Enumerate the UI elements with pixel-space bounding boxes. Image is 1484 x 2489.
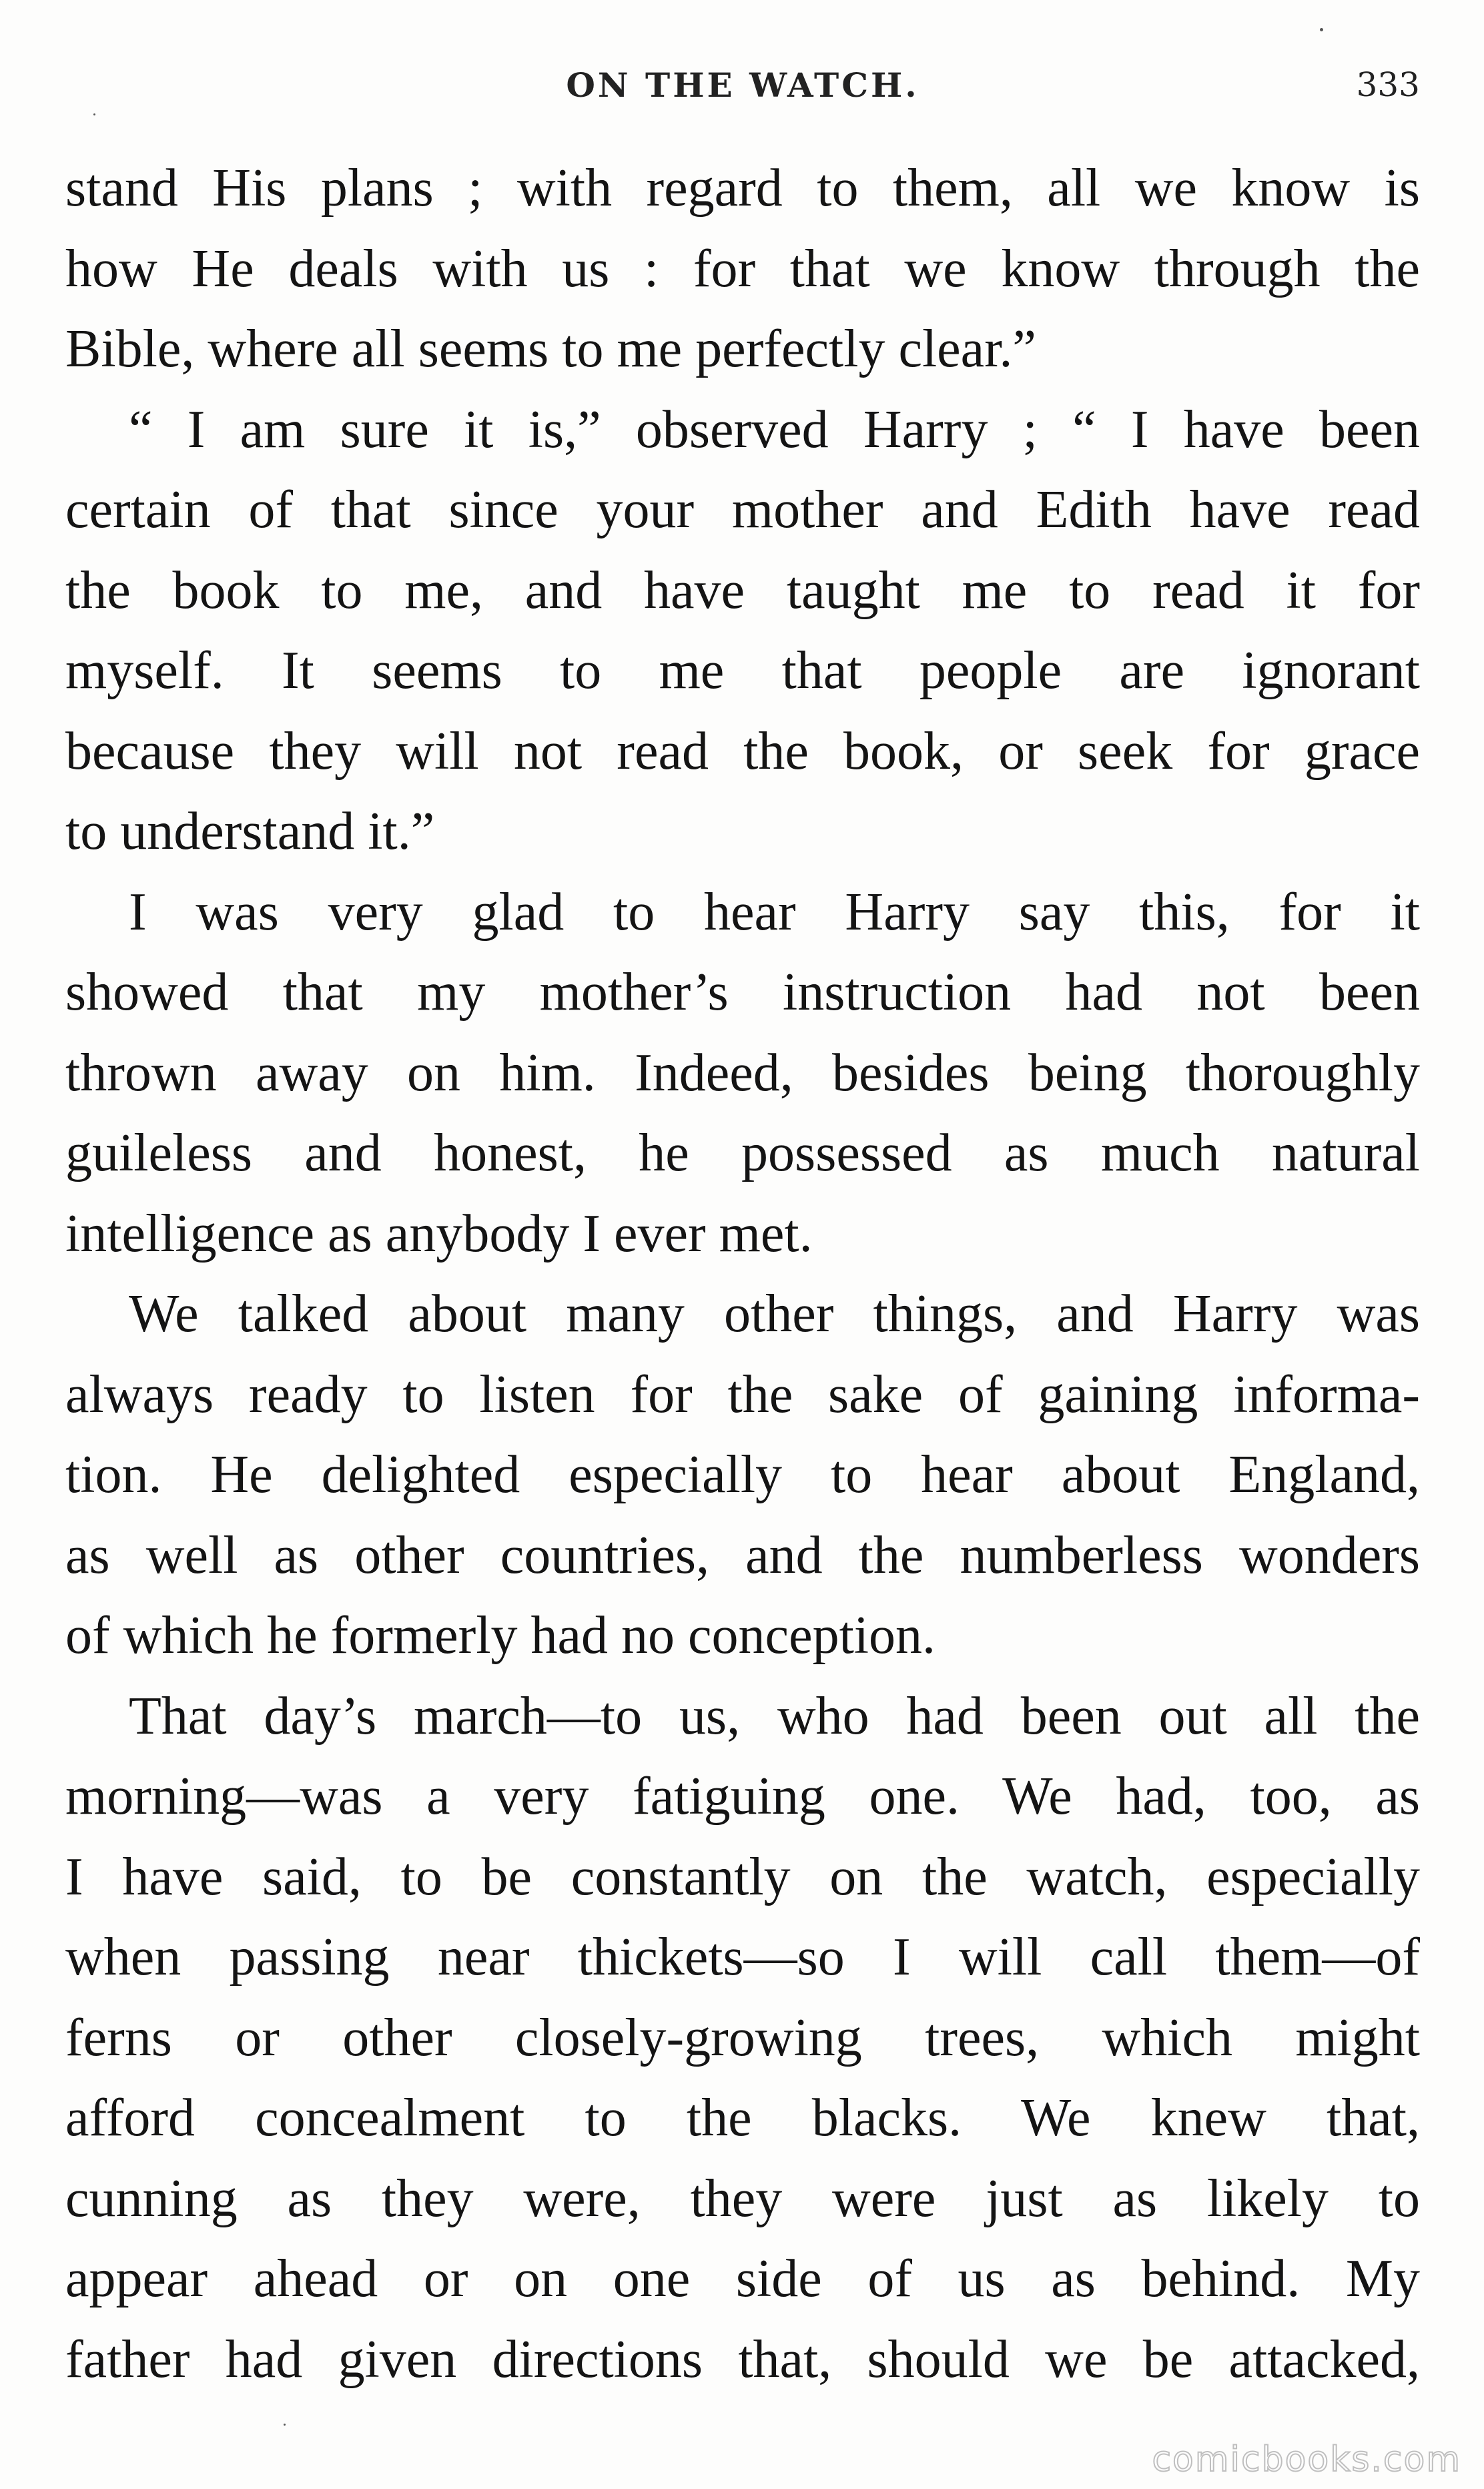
text-line: certain of that since your mother and Edith have read (65, 480, 1420, 539)
text-line: of which he formerly had no conception. (65, 1606, 936, 1665)
print-speck (1320, 28, 1323, 31)
text-line: showed that my mother’s instruction had not been (65, 963, 1420, 1022)
text-line: We talked about many other things, and Harry was (129, 1285, 1420, 1343)
watermark-logo: comicbooks.com (1152, 2440, 1461, 2480)
text-line: intelligence as anybody I ever met. (65, 1204, 813, 1263)
text-line: ferns or other closely-growing trees, which might (65, 2008, 1420, 2067)
text-line: to understand it.” (65, 802, 435, 861)
text-line: because they will not read the book, or seek for grace (65, 721, 1420, 781)
text-line: I was very glad to hear Harry say this, for it (129, 882, 1420, 942)
text-line: always ready to listen for the sake of gaining informa- (65, 1365, 1420, 1424)
paragraph (65, 872, 1420, 1275)
text-line: myself. It seems to me that people are ignorant (65, 641, 1420, 700)
text-line: thrown away on him. Indeed, besides being thoroughly (65, 1043, 1420, 1102)
paragraph (65, 1676, 1420, 2400)
body-text (65, 148, 1420, 2400)
paragraph (65, 390, 1420, 872)
text-line: father had given directions that, should we be attacked, (65, 2330, 1420, 2389)
text-line: morning—was a very fatiguing one. We had, too, as (65, 1767, 1420, 1826)
text-line: as well as other countries, and the numberless wonders (65, 1525, 1420, 1585)
text-line: tion. He delighted especially to hear about England, (65, 1445, 1420, 1504)
paragraph (65, 148, 1420, 390)
text-line: appear ahead or on one side of us as behind. My (65, 2249, 1420, 2308)
running-title: ON THE WATCH. (566, 65, 919, 105)
text-line: guileless and honest, he possessed as much natural (65, 1124, 1420, 1182)
running-head (65, 65, 1420, 112)
text-line: cunning as they were, they were just as likely to (65, 2169, 1420, 2228)
page-number: 333 (1356, 65, 1420, 104)
paragraph (65, 1274, 1420, 1676)
text-line: That day’s march—to us, who had been out all the (129, 1686, 1420, 1746)
text-line: afford concealment to the blacks. We knew that, (65, 2089, 1420, 2147)
print-speck (284, 2424, 286, 2426)
text-line: “ I am sure it is,” observed Harry ; “ I have been (129, 400, 1420, 459)
text-line: I have said, to be constantly on the watch, especially (65, 1847, 1420, 1906)
print-speck (93, 113, 95, 115)
text-line: the book to me, and have taught me to read it for (65, 561, 1420, 620)
text-line: stand His plans ; with regard to them, all we know is (65, 159, 1420, 218)
text-line: when passing near thickets—so I will call them—of (65, 1928, 1420, 1987)
text-line: how He deals with us : for that we know through the (65, 239, 1420, 298)
text-line: Bible, where all seems to me perfectly clear.” (65, 320, 1036, 378)
